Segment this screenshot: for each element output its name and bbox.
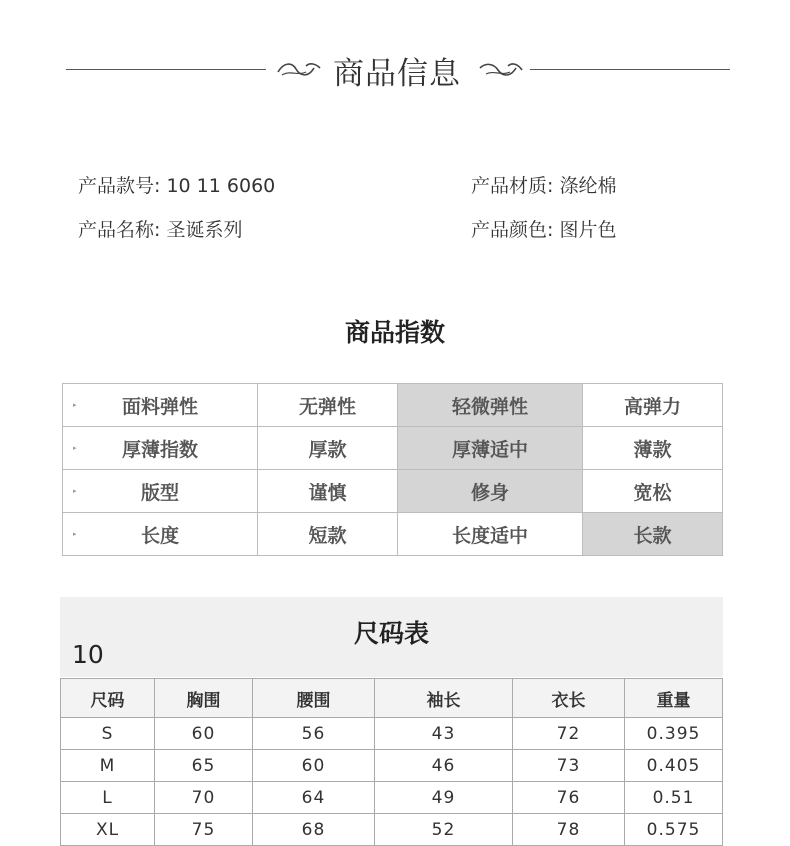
header-divider-right [530,69,730,70]
size-chart-cell: 65 [155,750,253,782]
size-chart-cell: 0.51 [625,782,723,814]
index-option-selected: 长款 [583,513,723,556]
index-row-label-text: 厚薄指数 [121,438,198,461]
size-chart-cell: 49 [375,782,513,814]
swirl-ornament-icon [276,58,322,80]
index-row-label-text: 面料弹性 [121,395,198,418]
size-chart-header-cell: 尺码 [61,679,155,718]
size-chart-cell: M [61,750,155,782]
product-material [471,171,616,198]
bullet-icon: ▸ [73,530,77,538]
index-option-selected: 轻微弹性 [398,384,583,427]
index-option: 短款 [258,513,398,556]
size-chart-cell: L [61,782,155,814]
index-option-selected: 厚薄适中 [398,427,583,470]
size-chart-header-cell: 袖长 [375,679,513,718]
size-chart-cell: 75 [155,814,253,846]
size-chart-cell: 60 [155,718,253,750]
size-chart-cell: 64 [253,782,375,814]
size-chart-header-cell: 胸围 [155,679,253,718]
size-chart-row [61,782,723,814]
size-chart-cell: S [61,718,155,750]
size-chart-cell: XL [61,814,155,846]
page-title: 商品信息 [333,56,461,92]
product-name [78,215,242,242]
index-row-label [63,427,258,470]
size-chart-table [60,678,723,846]
product-code-label: 产品款号: [78,175,161,197]
bullet-icon: ▸ [73,487,77,495]
size-chart-cell: 0.405 [625,750,723,782]
product-index-table [62,383,723,556]
product-color [471,215,616,242]
size-chart-cell: 78 [513,814,625,846]
bullet-icon: ▸ [73,401,77,409]
index-option: 长度适中 [398,513,583,556]
size-chart-code: 10 [72,640,104,669]
size-chart-cell: 68 [253,814,375,846]
size-chart-header-cell: 重量 [625,679,723,718]
product-color-label: 产品颜色: [471,219,554,241]
index-row-label-text: 长度 [140,524,179,547]
index-option: 厚款 [258,427,398,470]
index-row-label [63,384,258,427]
product-material-label: 产品材质: [471,175,554,197]
size-chart-cell: 56 [253,718,375,750]
size-chart-row [61,718,723,750]
product-name-label: 产品名称: [78,219,161,241]
index-option: 无弹性 [258,384,398,427]
index-row-label [63,513,258,556]
index-option: 高弹力 [583,384,723,427]
product-material-value: 涤纶棉 [559,175,617,197]
index-row-label-text: 版型 [140,481,179,504]
index-row [63,513,723,556]
size-chart-title: 尺码表 [353,619,429,648]
size-chart-cell: 0.395 [625,718,723,750]
size-chart-header-cell: 腰围 [253,679,375,718]
size-chart-cell: 0.575 [625,814,723,846]
size-chart-cell: 52 [375,814,513,846]
bullet-icon: ▸ [73,444,77,452]
index-row-label [63,470,258,513]
size-chart-cell: 73 [513,750,625,782]
index-option: 谨慎 [258,470,398,513]
index-row [63,470,723,513]
index-row [63,427,723,470]
swirl-ornament-icon [478,58,524,80]
index-option: 薄款 [583,427,723,470]
size-chart-cell: 46 [375,750,513,782]
index-row [63,384,723,427]
product-code [78,171,275,198]
product-color-value: 图片色 [559,219,617,241]
size-chart-row [61,814,723,846]
size-chart-cell: 60 [253,750,375,782]
product-name-value: 圣诞系列 [166,219,243,241]
index-option-selected: 修身 [398,470,583,513]
size-chart-header-cell: 衣长 [513,679,625,718]
size-chart-cell: 70 [155,782,253,814]
size-chart-row [61,750,723,782]
index-section-title: 商品指数 [344,318,445,347]
index-option: 宽松 [583,470,723,513]
header-divider-left [66,69,266,70]
size-chart-cell: 72 [513,718,625,750]
size-chart-cell: 43 [375,718,513,750]
size-chart-cell: 76 [513,782,625,814]
product-code-value: 10 11 6060 [166,175,276,197]
